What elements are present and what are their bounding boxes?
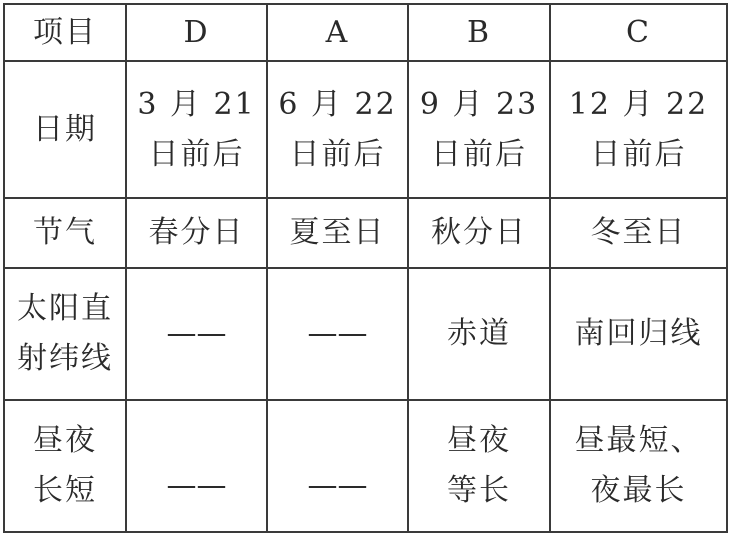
term-cell-a — [267, 198, 408, 268]
cell-line: —— — [307, 316, 368, 351]
date-cell-a — [267, 61, 408, 198]
latitude-cell-d — [126, 268, 267, 400]
row-label-cell — [4, 198, 126, 268]
daylength-cell-a — [267, 400, 408, 532]
header-col-c — [550, 4, 727, 61]
term-cell-b — [408, 198, 550, 268]
cell-line: 昼最短、 — [574, 423, 703, 458]
row-label: 长短 — [33, 473, 97, 508]
cell-line: 昼夜 — [447, 423, 511, 458]
cell-line: 冬至日 — [590, 215, 687, 250]
row-label: 节气 — [33, 215, 97, 250]
cell-line: —— — [307, 468, 368, 503]
row-label: 昼夜 — [33, 423, 97, 458]
latitude-cell-b — [408, 268, 550, 400]
header-label: 项目 — [33, 14, 97, 50]
cell-line: 日前后 — [431, 136, 527, 172]
header-label-cell — [4, 4, 126, 61]
column-label: D — [183, 14, 210, 50]
cell-line: 6 月 22 — [278, 86, 397, 122]
table-header-row — [4, 4, 727, 61]
cell-line: 赤道 — [447, 316, 511, 351]
daylength-cell-c — [550, 400, 727, 532]
cell-line: 9 月 23 — [419, 86, 539, 122]
cell-line: 日前后 — [148, 136, 245, 172]
row-label-cell — [4, 268, 126, 400]
table-row-date — [4, 61, 727, 198]
daylength-cell-d — [126, 400, 267, 532]
table-row-latitude — [4, 268, 727, 400]
header-col-b — [408, 4, 550, 61]
daylength-cell-b — [408, 400, 550, 532]
row-label-cell — [4, 400, 126, 532]
term-cell-c — [550, 198, 727, 268]
cell-line: 日前后 — [289, 136, 386, 172]
latitude-cell-a — [267, 268, 408, 400]
cell-line: 春分日 — [148, 215, 245, 250]
date-cell-c — [550, 61, 727, 198]
table-row-day-length — [4, 400, 727, 532]
date-cell-d — [126, 61, 267, 198]
solar-terms-table — [3, 3, 728, 533]
cell-line: 夜最长 — [590, 473, 687, 508]
cell-line: 夏至日 — [289, 215, 386, 250]
cell-line: 日前后 — [590, 136, 687, 172]
column-label: A — [325, 14, 350, 50]
header-col-a — [267, 4, 408, 61]
cell-line: —— — [166, 468, 227, 503]
row-label: 日期 — [33, 111, 97, 147]
header-col-d — [126, 4, 267, 61]
row-label: 射纬线 — [17, 341, 113, 376]
cell-line: 南回归线 — [574, 316, 703, 351]
cell-line: —— — [166, 316, 227, 351]
row-label-cell — [4, 61, 126, 198]
column-label: C — [626, 14, 651, 50]
row-label: 太阳直 — [17, 291, 113, 326]
column-label: B — [466, 14, 492, 50]
cell-line: 秋分日 — [431, 215, 527, 250]
cell-line: 等长 — [447, 473, 511, 508]
term-cell-d — [126, 198, 267, 268]
cell-line: 3 月 21 — [137, 86, 256, 122]
latitude-cell-c — [550, 268, 727, 400]
cell-line: 12 月 22 — [568, 86, 709, 122]
table-row-solar-term — [4, 198, 727, 268]
date-cell-b — [408, 61, 550, 198]
